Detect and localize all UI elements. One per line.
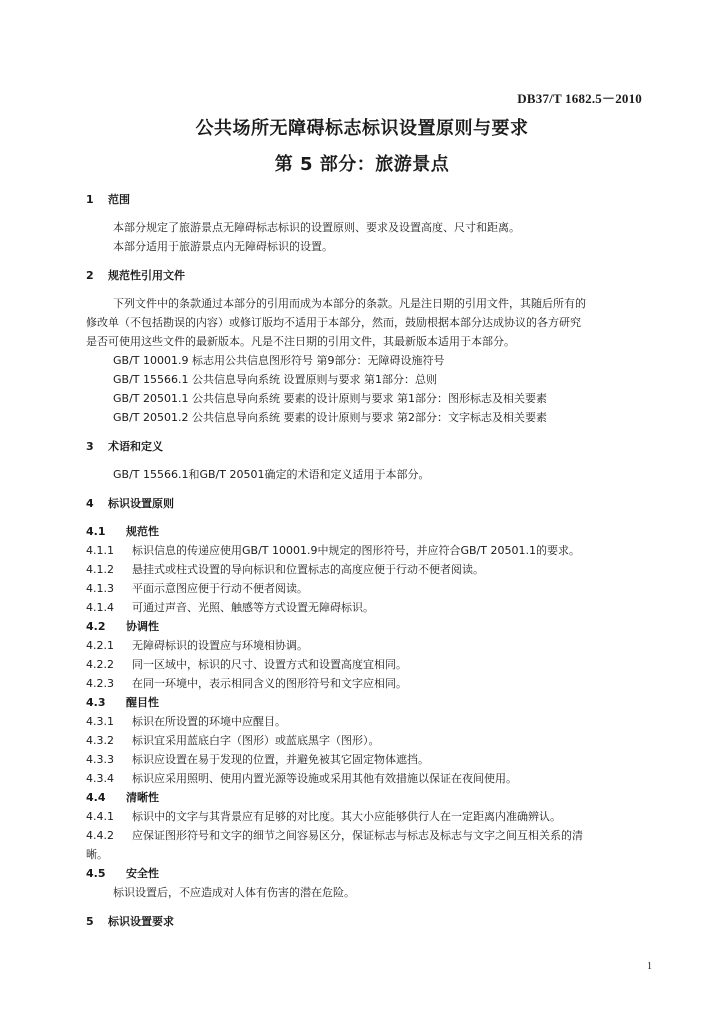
section-number: 4 xyxy=(86,497,94,510)
clause-text: 应保证图形符号和文字的细节之间容易区分，保证标志与标志及标志与文字之间互相关系的清 xyxy=(132,829,583,842)
subsection-4-3-heading xyxy=(86,696,159,710)
clause xyxy=(86,658,407,672)
clause-number: 4.3.1 xyxy=(86,715,114,728)
paragraph: 本部分适用于旅游景点内无障碍标识的设置。 xyxy=(113,240,333,253)
section-number: 5 xyxy=(86,915,94,928)
reference-item: GB/T 15566.1 公共信息导向系统 设置原则与要求 第1部分：总则 xyxy=(113,373,437,386)
clause-text: 标识在所设置的环境中应醒目。 xyxy=(132,715,286,728)
subsection-4-4-heading xyxy=(86,791,159,805)
clause-number: 4.4.1 xyxy=(86,810,114,823)
document-title: 公共场所无障碍标志标识设置原则与要求 xyxy=(195,118,529,139)
clause-number: 4.1.1 xyxy=(86,544,114,557)
clause xyxy=(86,772,517,786)
paragraph: GB/T 15566.1和GB/T 20501确定的术语和定义适用于本部分。 xyxy=(113,468,430,481)
clause-number: 4.1.4 xyxy=(86,601,114,614)
subsection-4-5-heading xyxy=(86,867,159,881)
clause-number: 4.2.2 xyxy=(86,658,114,671)
clause-text: 同一区域中，标识的尺寸、设置方式和设置高度宜相同。 xyxy=(132,658,407,671)
subsection-number: 4.2 xyxy=(86,620,106,633)
reference-item: GB/T 20501.1 公共信息导向系统 要素的设计原则与要求 第1部分：图形标志及相关要素 xyxy=(113,392,547,405)
section-number: 1 xyxy=(86,193,94,206)
clause-text: 标识信息的传递应使用GB/T 10001.9中规定的图形符号，并应符合GB/T 20501.1的要求。 xyxy=(132,544,580,557)
paragraph: 标识设置后，不应造成对人体有伤害的潜在危险。 xyxy=(113,886,355,899)
clause xyxy=(86,715,286,729)
subsection-title: 规范性 xyxy=(126,525,159,538)
clause xyxy=(86,810,561,824)
section-5-heading xyxy=(86,915,174,929)
clause-number: 4.3.3 xyxy=(86,753,114,766)
clause xyxy=(86,544,580,558)
clause-text: 平面示意图应便于行动不便者阅读。 xyxy=(132,582,308,595)
clause-text: 标识中的文字与其背景应有足够的对比度。其大小应能够供行人在一定距离内准确辨认。 xyxy=(132,810,561,823)
section-4-heading xyxy=(86,497,174,511)
clause xyxy=(86,563,484,577)
reference-item: GB/T 10001.9 标志用公共信息图形符号 第9部分：无障碍设施符号 xyxy=(113,354,445,367)
clause xyxy=(86,677,407,691)
clause xyxy=(86,601,374,615)
subsection-title: 醒目性 xyxy=(126,696,159,709)
standard-number: DB37/T 1682.5－2010 xyxy=(517,91,642,106)
section-title: 术语和定义 xyxy=(108,440,163,453)
section-title: 规范性引用文件 xyxy=(108,269,185,282)
section-title: 范围 xyxy=(108,193,130,206)
section-2-heading xyxy=(86,269,185,283)
clause-number: 4.2.1 xyxy=(86,639,114,652)
section-title: 标识设置原则 xyxy=(108,497,174,510)
subsection-number: 4.1 xyxy=(86,525,106,538)
clause-number: 4.3.4 xyxy=(86,772,114,785)
document-subtitle: 第 5 部分：旅游景点 xyxy=(274,154,450,175)
subsection-4-2-heading xyxy=(86,620,159,634)
clause-text: 标识应采用照明、使用内置光源等设施或采用其他有效措施以保证在夜间使用。 xyxy=(132,772,517,785)
clause-number: 4.2.3 xyxy=(86,677,114,690)
section-3-heading xyxy=(86,440,163,454)
page-number: 1 xyxy=(647,961,652,972)
clause-text: 可通过声音、光照、触感等方式设置无障碍标识。 xyxy=(132,601,374,614)
clause xyxy=(86,582,308,596)
clause-number: 4.4.2 xyxy=(86,829,114,842)
subsection-4-1-heading xyxy=(86,525,159,539)
clause-text: 在同一环境中，表示相同含义的图形符号和文字应相同。 xyxy=(132,677,407,690)
clause-number: 4.1.3 xyxy=(86,582,114,595)
paragraph: 下列文件中的条款通过本部分的引用而成为本部分的条款。凡是注日期的引用文件，其随后所有的 xyxy=(113,297,586,310)
paragraph-cont: 修改单（不包括勘误的内容）或修订版均不适用于本部分，然而，鼓励根据本部分达成协议的各方研究 xyxy=(86,316,581,329)
paragraph-cont: 是否可使用这些文件的最新版本。凡是不注日期的引用文件，其最新版本适用于本部分。 xyxy=(86,335,515,348)
clause-text: 悬挂式或柱式设置的导向标识和位置标志的高度应便于行动不便者阅读。 xyxy=(132,563,484,576)
subsection-number: 4.5 xyxy=(86,867,106,880)
section-title: 标识设置要求 xyxy=(108,915,174,928)
reference-item: GB/T 20501.2 公共信息导向系统 要素的设计原则与要求 第2部分：文字标志及相关要素 xyxy=(113,411,547,424)
section-number: 3 xyxy=(86,440,94,453)
clause-text: 标识宜采用蓝底白字（图形）或蓝底黑字（图形）。 xyxy=(132,734,380,747)
subsection-number: 4.4 xyxy=(86,791,106,804)
clause-number: 4.1.2 xyxy=(86,563,114,576)
clause-cont: 晰。 xyxy=(86,848,108,861)
subsection-title: 协调性 xyxy=(126,620,159,633)
section-1-heading xyxy=(86,193,130,207)
clause xyxy=(86,829,583,843)
clause-text: 标识应设置在易于发现的位置，并避免被其它固定物体遮挡。 xyxy=(132,753,429,766)
clause xyxy=(86,639,308,653)
clause xyxy=(86,734,380,748)
subsection-number: 4.3 xyxy=(86,696,106,709)
subsection-title: 安全性 xyxy=(126,867,159,880)
clause xyxy=(86,753,429,767)
section-number: 2 xyxy=(86,269,94,282)
subsection-title: 清晰性 xyxy=(126,791,159,804)
clause-number: 4.3.2 xyxy=(86,734,114,747)
clause-text: 无障碍标识的设置应与环境相协调。 xyxy=(132,639,308,652)
paragraph: 本部分规定了旅游景点无障碍标志标识的设置原则、要求及设置高度、尺寸和距离。 xyxy=(113,221,520,234)
